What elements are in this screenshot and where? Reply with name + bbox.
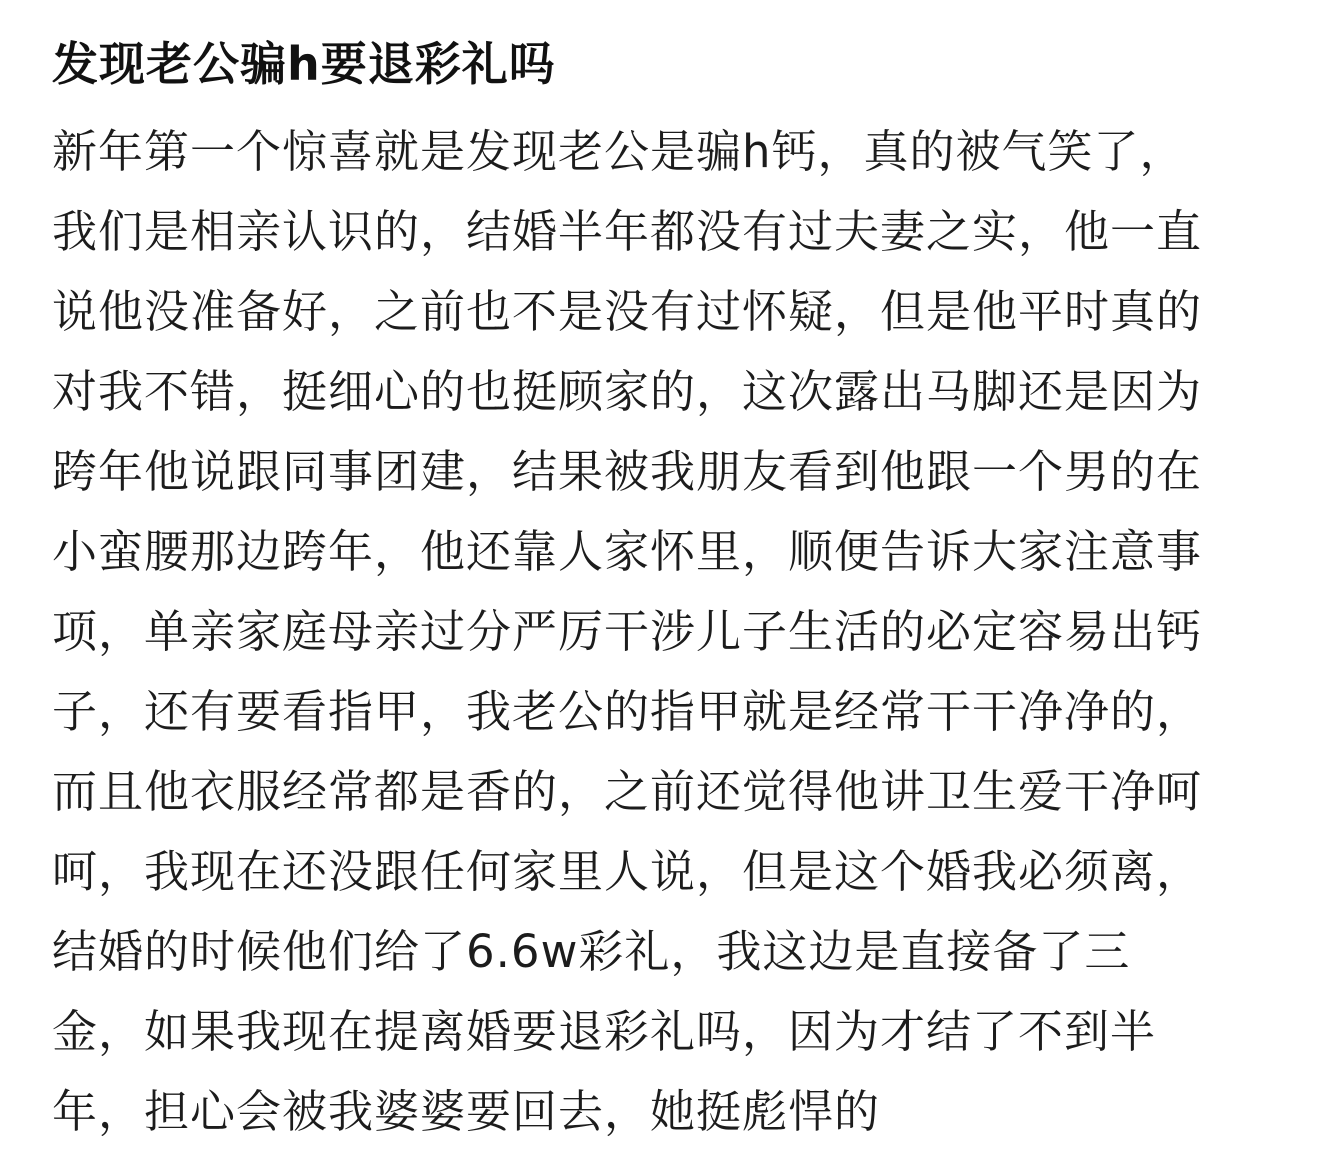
- body-line: 我们是相亲认识的，结婚半年都没有过夫妻之实，他一直: [52, 205, 1203, 258]
- body-line: 新年第一个惊喜就是发现老公是骗h钙，真的被气笑了，: [52, 125, 1186, 178]
- body-line: 呵，我现在还没跟任何家里人说，但是这个婚我必须离，: [52, 845, 1203, 898]
- body-line: 小蛮腰那边跨年，他还靠人家怀里，顺便告诉大家注意事: [52, 525, 1203, 578]
- body-line: 而且他衣服经常都是香的，之前还觉得他讲卫生爱干净呵: [52, 765, 1203, 818]
- body-line: 子，还有要看指甲，我老公的指甲就是经常干干净净的，: [52, 685, 1203, 738]
- body-line: 跨年他说跟同事团建，结果被我朋友看到他跟一个男的在: [52, 445, 1203, 498]
- body-line: 金，如果我现在提离婚要退彩礼吗，因为才结了不到半: [52, 1005, 1157, 1058]
- post-content: [52, 28, 1282, 1152]
- post-body: [52, 112, 1282, 1152]
- body-line: 说他没准备好，之前也不是没有过怀疑，但是他平时真的: [52, 285, 1203, 338]
- body-line: 项，单亲家庭母亲过分严厉干涉儿子生活的必定容易出钙: [52, 605, 1203, 658]
- post-title: 发现老公骗h要退彩礼吗: [52, 37, 556, 91]
- body-line: 年，担心会被我婆婆要回去，她挺彪悍的: [52, 1085, 881, 1138]
- body-line: 结婚的时候他们给了6.6w彩礼，我这边是直接备了三: [52, 925, 1131, 978]
- body-line: 对我不错，挺细心的也挺顾家的，这次露出马脚还是因为: [52, 365, 1203, 418]
